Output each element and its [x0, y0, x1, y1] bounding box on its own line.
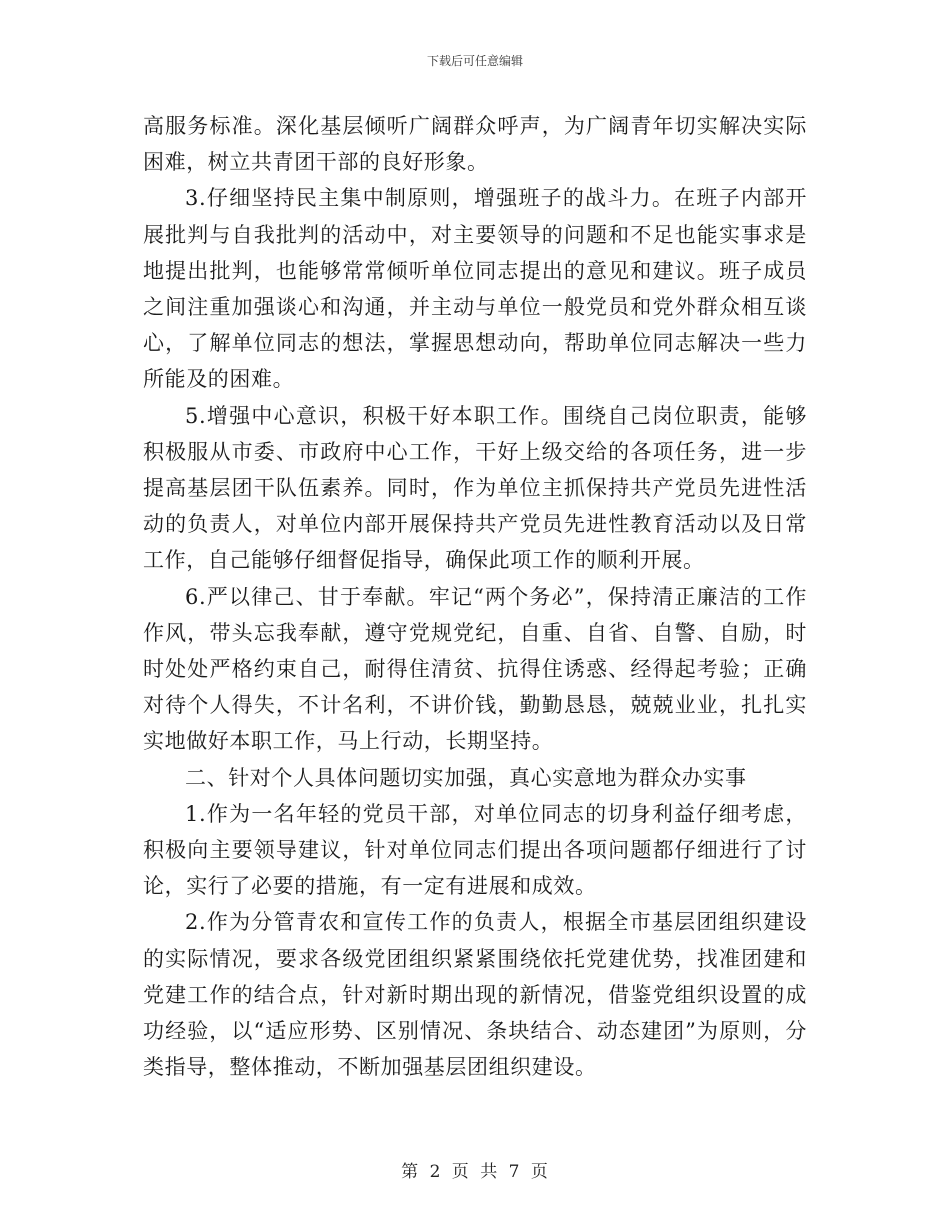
paragraph-continued: 高服务标准。深化基层倾听广阔群众呼声，为广阔青年切实解决实际困难，树立共青团干部的良好形象。 [143, 114, 807, 175]
paragraph-sub-item-1: 1.作为一名年轻的党员干部，对单位同志的切身利益仔细考虑，积极向主要领导建议，针对单位同志们提出各项问题都仔细进行了讨论，实行了必要的措施，有一定有进展和成效。 [143, 801, 807, 899]
paragraph-item-5: 5.增强中心意识，积极干好本职工作。围绕自己岗位职责，能够积极服从市委、市政府中心工作，干好上级交给的各项任务，进一步提高基层团干队伍素养。同时，作为单位主抓保持共产党员先进性活动的负责人，对单位内部开展保持共产党员先进性教育活动以及日常工作，自己能够仔细督促指导，确保此项工作的顺利开展。 [143, 403, 807, 573]
document-body [143, 108, 807, 1085]
paragraph-sub-item-2: 2.作为分管青农和宣传工作的负责人，根据全市基层团组织建设的实际情况，要求各级党团组织紧紧围绕依托党建优势，找准团建和党建工作的结合点，针对新时期出现的新情况，借鉴党组织设置的成功经验，以“适应形势、区别情况、条块结合、动态建团”为原则，分类指导，整体推动，不断加强基层团组织建设。 [143, 910, 807, 1080]
page-number-footer: 第 2 页 共 7 页 [401, 1162, 549, 1182]
section-heading-2: 二、针对个人具体问题切实加强，真心实意地为群众办实事 [185, 765, 747, 790]
paragraph-item-3: 3.仔细坚持民主集中制原则，增强班子的战斗力。在班子内部开展批判与自我批判的活动中，对主要领导的问题和不足也能实事求是地提出批判，也能够常常倾听单位同志提出的意见和建议。班子成员之间注重加强谈心和沟通，并主动与单位一般党员和党外群众相互谈心，了解单位同志的想法，掌握思想动向，帮助单位同志解决一些力所能及的困难。 [143, 186, 807, 392]
paragraph-item-6: 6.严以律己、甘于奉献。牢记“两个务必”，保持清正廉洁的工作作风，带头忘我奉献，遵守党规党纪，自重、自省、自警、自励，时时处处严格约束自己，耐得住清贫、抗得住诱惑、经得起考验；正确对待个人得失，不计名利，不讲价钱，勤勤恳恳，兢兢业业，扎扎实实地做好本职工作，马上行动，长期坚持。 [143, 584, 807, 754]
page-header: 下载后可任意编辑 [426, 54, 523, 68]
